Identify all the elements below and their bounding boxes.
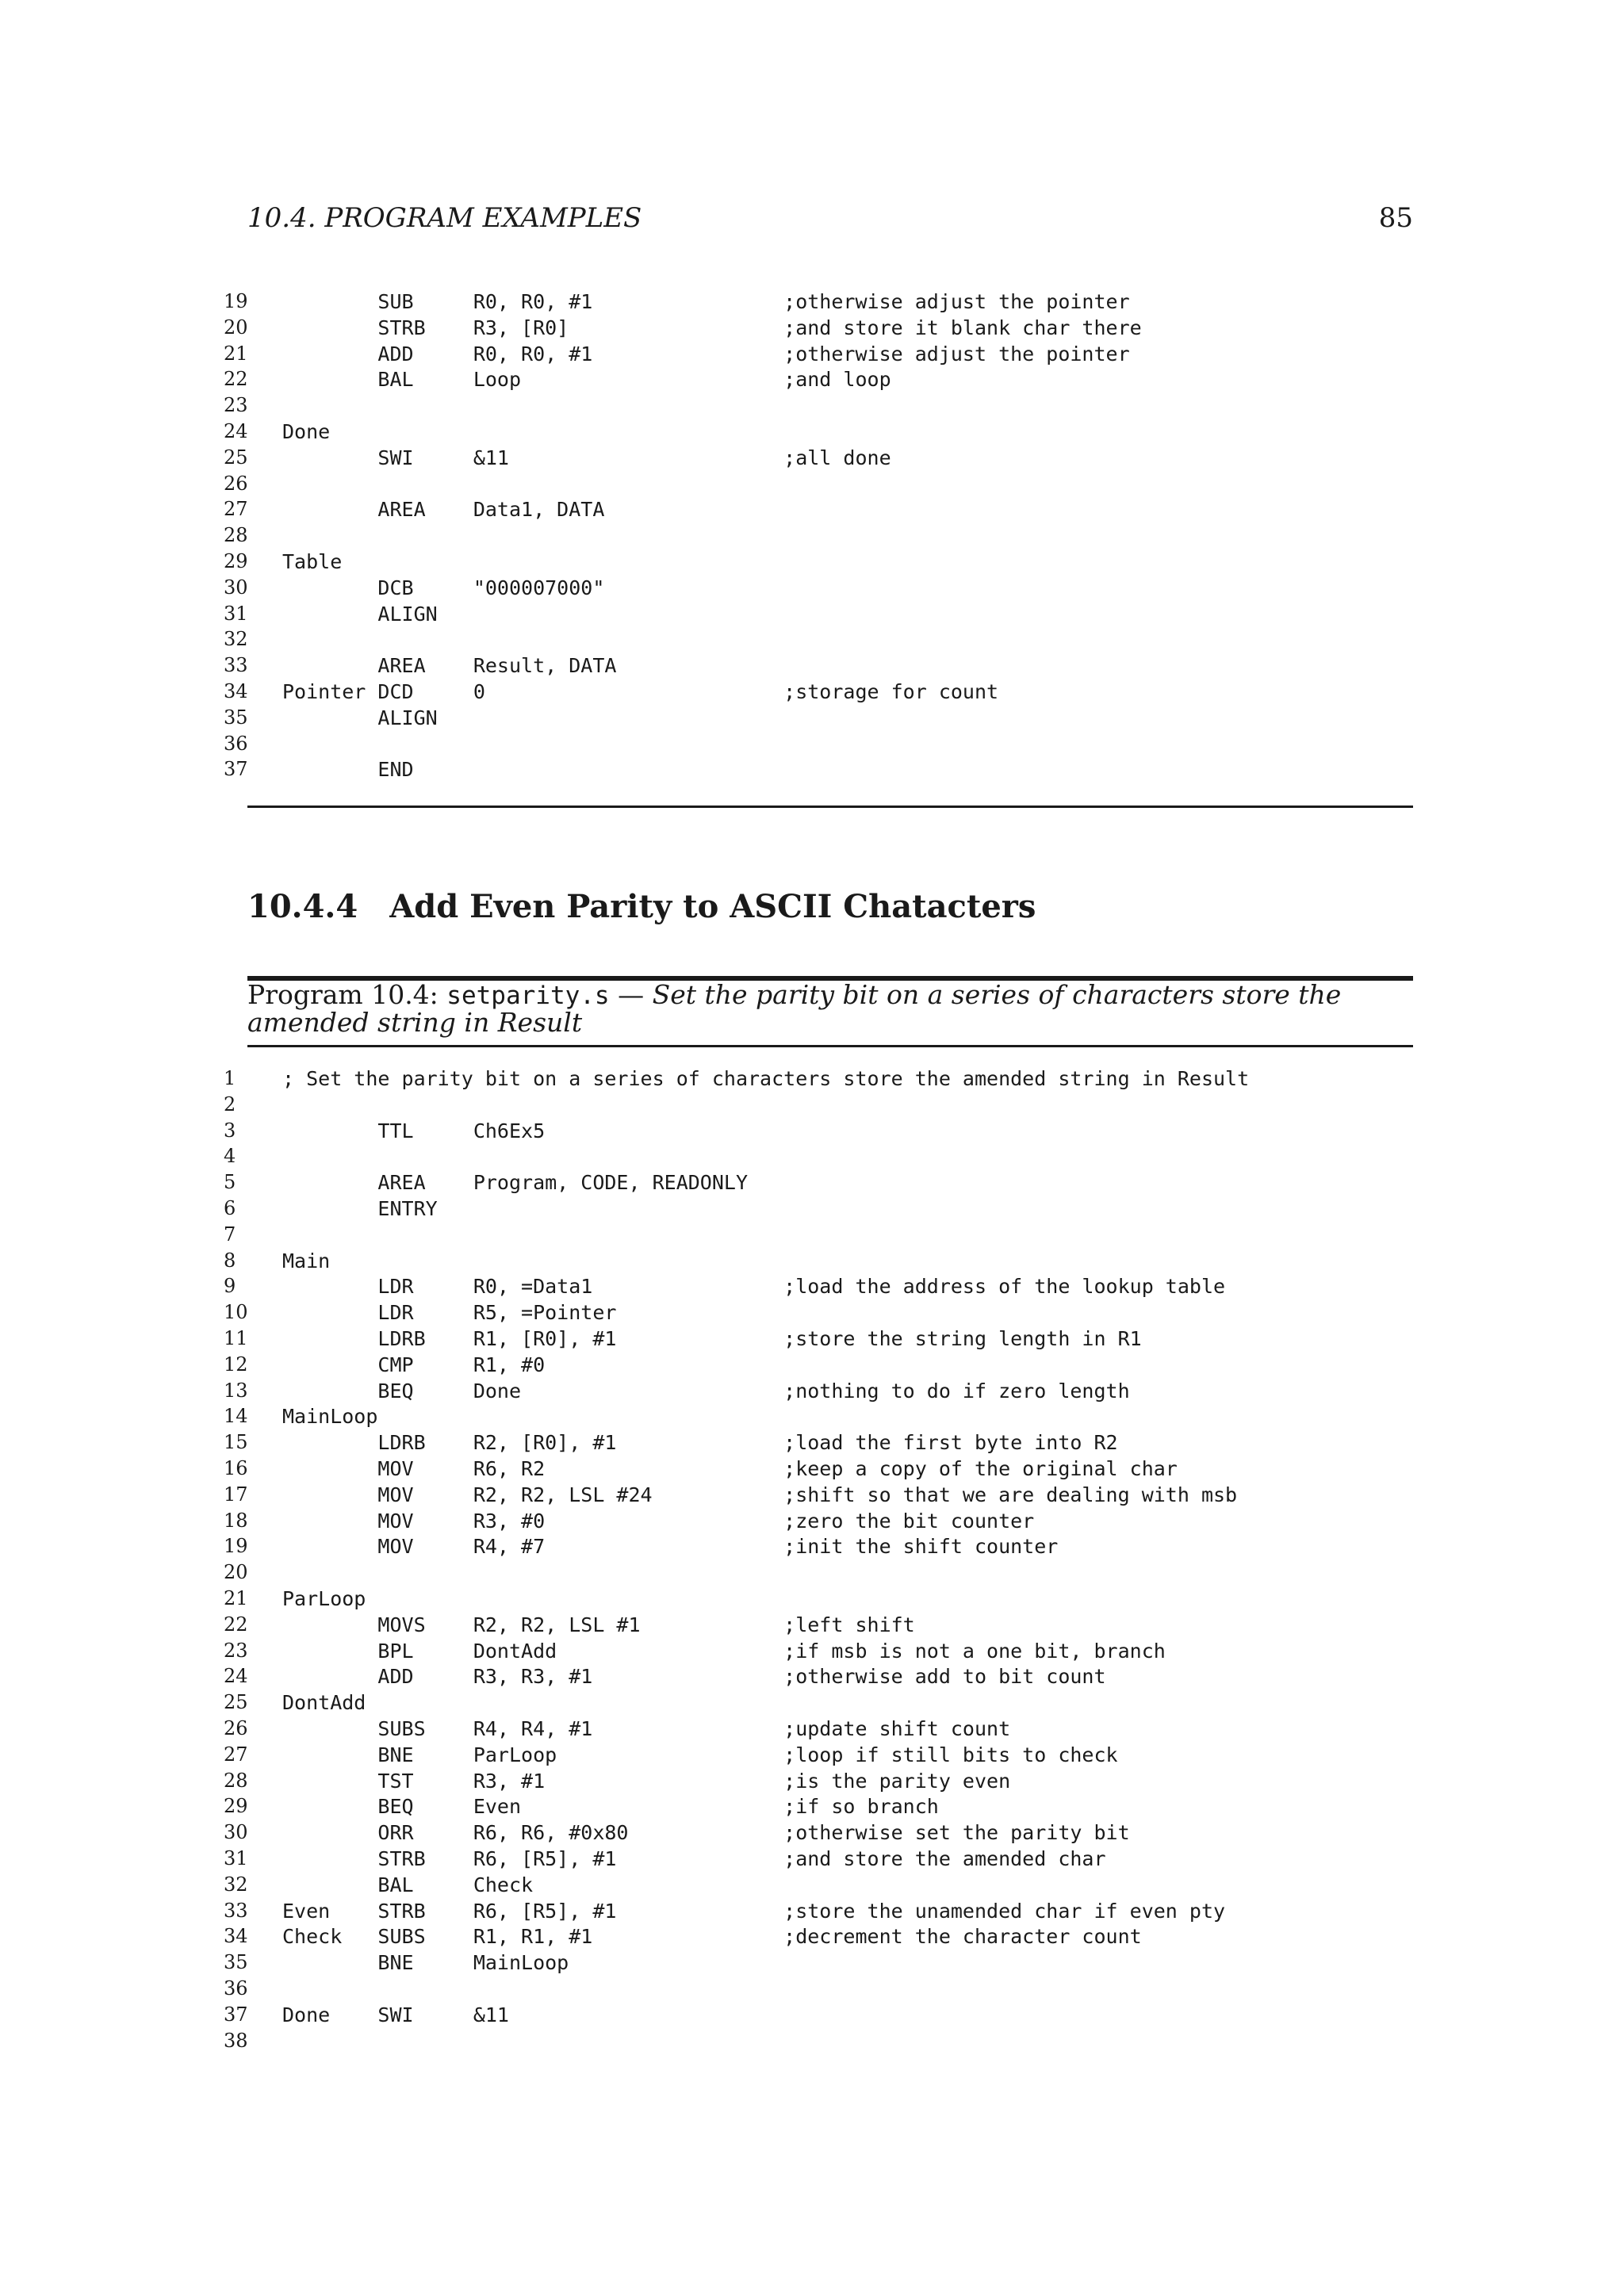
line-number: 30 — [224, 576, 248, 599]
code-text: BAL Check — [282, 1873, 534, 1896]
code-text: DCB "000007000" — [282, 576, 605, 599]
code-text: Done — [282, 420, 331, 443]
line-number: 15 — [224, 1431, 248, 1454]
line-number: 18 — [224, 1509, 248, 1532]
line-number: 38 — [224, 2029, 248, 2052]
code-text: BNE MainLoop — [282, 1951, 569, 1975]
code-text: SWI &11 ;all done — [282, 446, 891, 469]
code-text: Main — [282, 1249, 331, 1272]
line-number: 24 — [224, 420, 248, 442]
caption-description: Set the parity bit on a series of characters store the amended string in Result — [247, 979, 1342, 1038]
line-number: 1 — [224, 1067, 236, 1089]
line-number: 13 — [224, 1379, 248, 1402]
code-text: MOV R2, R2, LSL #24 ;shift so that we are dealing with msb — [282, 1483, 1238, 1506]
caption-filename: setparity.s — [446, 982, 610, 1010]
code-text: STRB R6, [R5], #1 ;and store the amended char — [282, 1847, 1106, 1870]
line-number: 19 — [224, 1535, 248, 1558]
line-number: 29 — [224, 550, 248, 572]
section-number: 10.4.4 — [247, 888, 358, 925]
section-heading — [247, 888, 1036, 925]
code-text: ; Set the parity bit on a series of characters store the amended string in Result — [282, 1067, 1250, 1090]
line-number: 21 — [224, 1587, 248, 1609]
line-number: 25 — [224, 1691, 248, 1714]
line-number: 28 — [224, 1769, 248, 1792]
line-number: 31 — [224, 602, 248, 625]
line-number: 24 — [224, 1665, 248, 1688]
code-text: BPL DontAdd ;if msb is not a one bit, branch — [282, 1639, 1166, 1663]
line-number: 10 — [224, 1301, 248, 1324]
code-text: AREA Data1, DATA — [282, 498, 605, 522]
program-caption — [247, 979, 1413, 1038]
line-number: 6 — [224, 1197, 236, 1219]
line-number: 14 — [224, 1405, 248, 1428]
line-number: 32 — [224, 1873, 248, 1896]
line-number: 27 — [224, 1743, 248, 1766]
code-text: AREA Program, CODE, READONLY — [282, 1171, 748, 1195]
code-text: ORR R6, R6, #0x80 ;otherwise set the parity bit — [282, 1821, 1130, 1845]
line-number: 25 — [224, 446, 248, 469]
line-number: 16 — [224, 1457, 248, 1479]
line-number: 27 — [224, 498, 248, 521]
code-text: BEQ Done ;nothing to do if zero length — [282, 1379, 1130, 1402]
code-text: MOV R6, R2 ;keep a copy of the original char — [282, 1457, 1178, 1480]
line-number: 23 — [224, 394, 248, 417]
code-text: LDRB R1, [R0], #1 ;store the string length in R1 — [282, 1327, 1142, 1350]
code-text: ENTRY — [282, 1197, 438, 1220]
code-text: LDRB R2, [R0], #1 ;load the first byte into R2 — [282, 1431, 1118, 1455]
line-number: 8 — [224, 1249, 236, 1272]
code-text: Even STRB R6, [R5], #1 ;store the unamended char if even pty — [282, 1899, 1226, 1923]
code-text: SUB R0, R0, #1 ;otherwise adjust the pointer — [282, 290, 1130, 313]
code-text: MOVS R2, R2, LSL #1 ;left shift — [282, 1613, 915, 1636]
header-title: 10.4. PROGRAM EXAMPLES — [247, 202, 642, 234]
line-number: 12 — [224, 1353, 248, 1376]
line-number: 9 — [224, 1275, 236, 1298]
line-number: 5 — [224, 1171, 236, 1194]
line-number: 3 — [224, 1119, 236, 1142]
line-number: 17 — [224, 1483, 248, 1506]
caption-dash: — — [618, 979, 645, 1010]
line-number: 21 — [224, 342, 248, 365]
line-number: 37 — [224, 2003, 248, 2026]
line-number: 33 — [224, 1899, 248, 1922]
line-number: 26 — [224, 472, 248, 495]
code-text: DontAdd — [282, 1691, 366, 1715]
line-number: 33 — [224, 654, 248, 677]
line-number: 26 — [224, 1717, 248, 1739]
code-text: ALIGN — [282, 602, 438, 626]
code-text: MainLoop — [282, 1405, 378, 1429]
line-number: 4 — [224, 1145, 236, 1168]
page-number: 85 — [1378, 202, 1413, 234]
line-number: 11 — [224, 1327, 248, 1349]
code-text: SUBS R4, R4, #1 ;update shift count — [282, 1717, 1011, 1740]
line-number: 20 — [224, 1561, 248, 1584]
code-text: ALIGN — [282, 706, 438, 729]
running-header — [247, 202, 1413, 242]
code-text: Pointer DCD 0 ;storage for count — [282, 680, 999, 703]
code-text: BEQ Even ;if so branch — [282, 1795, 939, 1819]
code-text: BNE ParLoop ;loop if still bits to check — [282, 1743, 1118, 1766]
line-number: 2 — [224, 1093, 236, 1115]
line-number: 29 — [224, 1795, 248, 1818]
line-number: 23 — [224, 1639, 248, 1662]
line-number: 34 — [224, 1925, 248, 1948]
code-text: Check SUBS R1, R1, #1 ;decrement the character count — [282, 1925, 1142, 1949]
line-number: 7 — [224, 1223, 236, 1246]
line-number: 37 — [224, 758, 248, 781]
line-number: 36 — [224, 732, 248, 755]
line-number: 28 — [224, 524, 248, 547]
line-number: 36 — [224, 1977, 248, 1999]
code-text: AREA Result, DATA — [282, 654, 617, 678]
line-number: 22 — [224, 368, 248, 391]
line-number: 32 — [224, 628, 248, 651]
code-text: MOV R3, #0 ;zero the bit counter — [282, 1509, 1035, 1533]
code-text: TTL Ch6Ex5 — [282, 1119, 546, 1142]
code-text: Table — [282, 550, 343, 573]
code-text: CMP R1, #0 — [282, 1353, 546, 1376]
code-text: LDR R0, =Data1 ;load the address of the lookup table — [282, 1275, 1226, 1299]
code-text: END — [282, 758, 414, 782]
code-text: STRB R3, [R0] ;and store it blank char there — [282, 316, 1142, 339]
code-text: MOV R4, #7 ;init the shift counter — [282, 1535, 1059, 1559]
caption-bottom-rule — [247, 1045, 1413, 1047]
code-text: TST R3, #1 ;is the parity even — [282, 1769, 1011, 1793]
code-text: ADD R0, R0, #1 ;otherwise adjust the pointer — [282, 342, 1130, 365]
line-number: 30 — [224, 1821, 248, 1844]
code-text: ADD R3, R3, #1 ;otherwise add to bit count — [282, 1665, 1106, 1689]
line-number: 35 — [224, 706, 248, 729]
code-text: BAL Loop ;and loop — [282, 368, 891, 392]
code-text: Done SWI &11 — [282, 2003, 509, 2026]
line-number: 31 — [224, 1847, 248, 1869]
line-number: 34 — [224, 680, 248, 702]
code-text: ParLoop — [282, 1587, 366, 1610]
section-title: Add Even Parity to ASCII Chatacters — [389, 888, 1036, 925]
code-text: LDR R5, =Pointer — [282, 1301, 617, 1325]
line-number: 20 — [224, 316, 248, 339]
listing-end-rule — [247, 806, 1413, 808]
line-number: 22 — [224, 1613, 248, 1636]
line-number: 19 — [224, 290, 248, 312]
line-number: 35 — [224, 1951, 248, 1974]
caption-label: Program 10.4: — [247, 979, 439, 1010]
